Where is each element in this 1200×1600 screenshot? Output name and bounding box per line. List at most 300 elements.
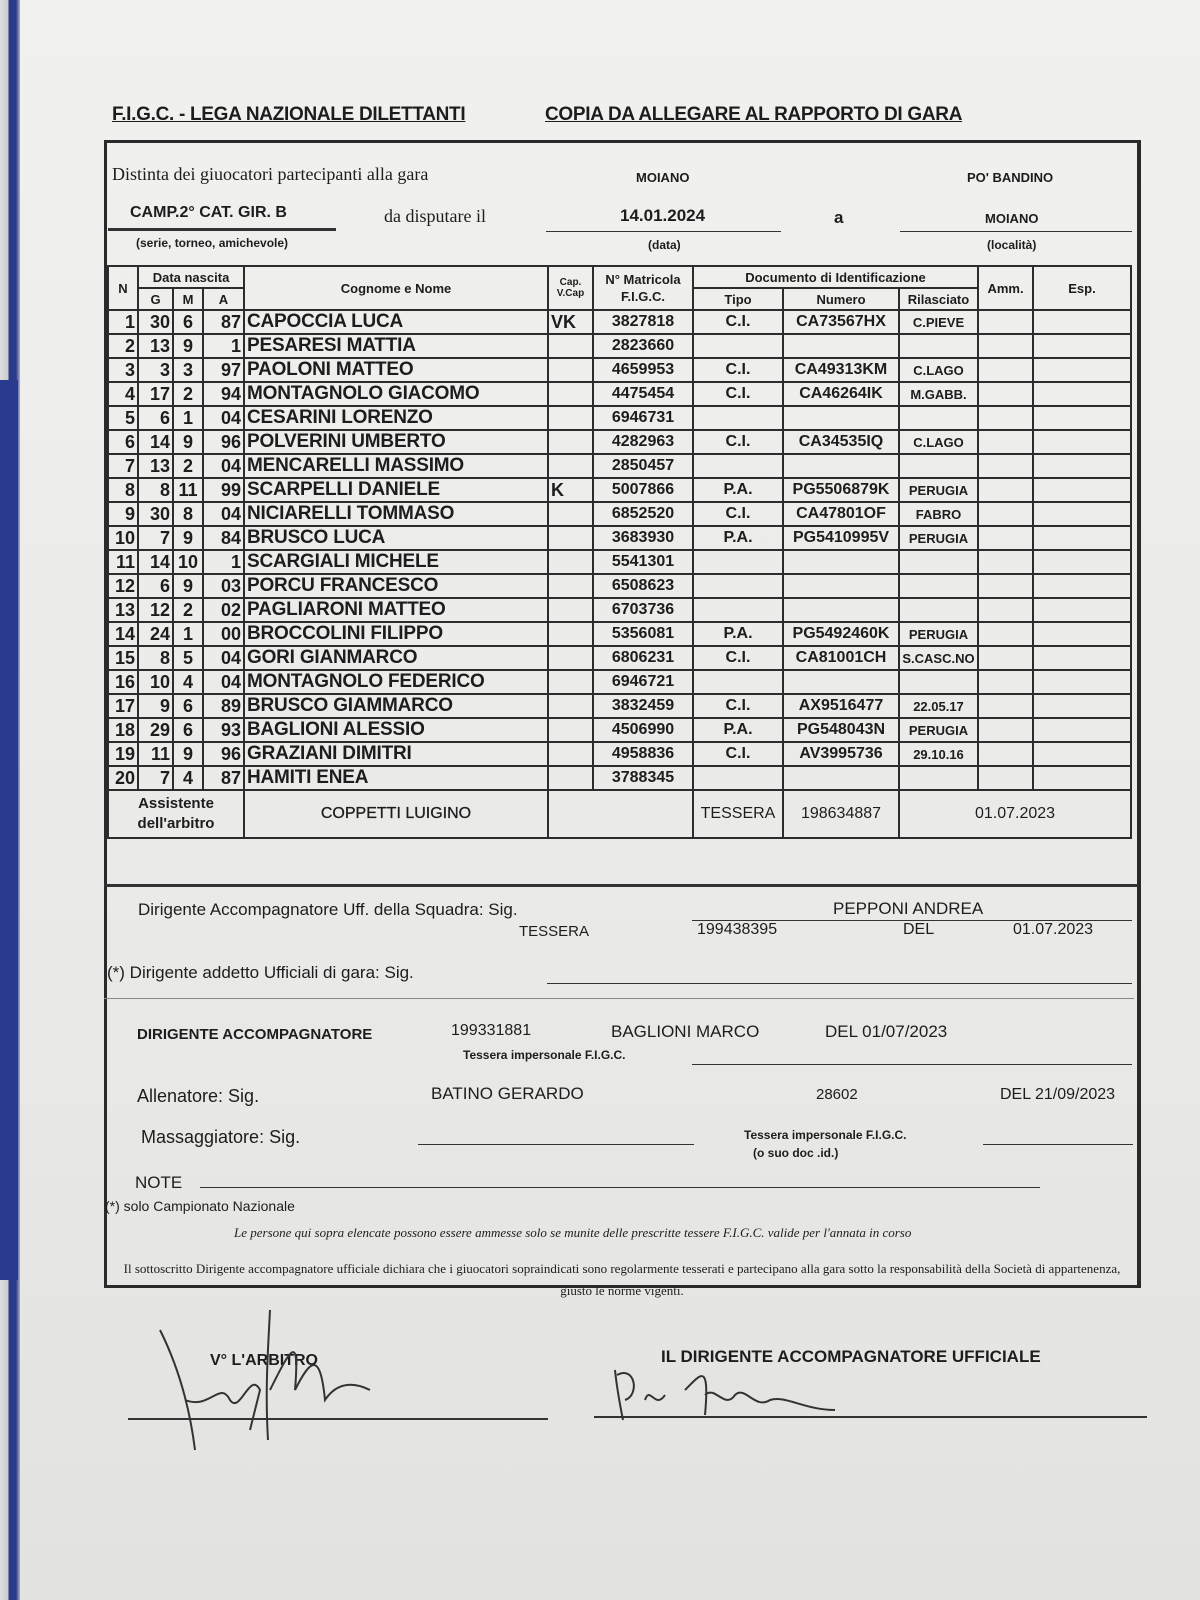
esp-cell [1033, 430, 1131, 454]
doc-type-cell: C.I. [693, 382, 783, 406]
birth-month-cell: 9 [173, 334, 203, 358]
da-disputare-label: da disputare il [384, 206, 486, 226]
player-name-cell: BRUSCO GIAMMARCO [244, 694, 548, 718]
col-a: A [203, 288, 244, 310]
table-row [108, 766, 1131, 790]
doc-issued-cell [899, 766, 978, 790]
col-rilasciato: Rilasciato [899, 288, 978, 310]
matricola-cell: 5356081 [593, 622, 693, 646]
player-name-cell: MENCARELLI MASSIMO [244, 454, 548, 478]
doc-issued-cell: PERUGIA [899, 478, 978, 502]
table-row [108, 310, 1131, 334]
matricola-cell: 3832459 [593, 694, 693, 718]
doc-type-cell: P.A. [693, 526, 783, 550]
doc-number-cell: CA49313KM [783, 358, 899, 382]
doc-number-cell [783, 550, 899, 574]
a-label: a [834, 208, 844, 227]
matricola-cell: 6508623 [593, 574, 693, 598]
dirigente-uff-name: PEPPONI ANDREA [833, 899, 984, 918]
birth-year-cell: 84 [203, 526, 244, 550]
doc-number-cell [783, 766, 899, 790]
row-number-cell: 12 [108, 574, 138, 598]
birth-day-cell: 10 [138, 670, 173, 694]
birth-month-cell: 5 [173, 646, 203, 670]
amm-cell [978, 622, 1033, 646]
birth-day-cell: 13 [138, 334, 173, 358]
birth-day-cell: 7 [138, 526, 173, 550]
birth-month-cell: 11 [173, 478, 203, 502]
doc-type-cell [693, 334, 783, 358]
birth-year-cell: 99 [203, 478, 244, 502]
notice: Le persone qui sopra elencate possono essere ammesse solo se munite delle prescritte tessere F.I.G.C. valide per l'annata in corso [234, 1225, 912, 1240]
table-row [108, 334, 1131, 358]
amm-cell [978, 598, 1033, 622]
row-number-cell: 15 [108, 646, 138, 670]
player-name-cell: BROCCOLINI FILIPPO [244, 622, 548, 646]
row-number-cell: 4 [108, 382, 138, 406]
official-signature [605, 1355, 845, 1425]
header-copy-note: COPIA DA ALLEGARE AL RAPPORTO DI GARA [545, 104, 963, 125]
doc-number-cell [783, 406, 899, 430]
accomp-date: DEL 01/07/2023 [825, 1022, 948, 1041]
doc-issued-cell: S.CASC.NO [899, 646, 978, 670]
esp-cell [1033, 694, 1131, 718]
captain-mark-cell [548, 598, 593, 622]
doc-number-cell: PG5410995V [783, 526, 899, 550]
doc-number-cell [783, 670, 899, 694]
amm-cell [978, 646, 1033, 670]
doc-issued-cell [899, 670, 978, 694]
birth-year-cell: 03 [203, 574, 244, 598]
col-matricola: N° Matricola F.I.G.C. [593, 266, 693, 310]
matricola-cell: 4958836 [593, 742, 693, 766]
esp-cell [1033, 502, 1131, 526]
birth-day-cell: 6 [138, 574, 173, 598]
amm-cell [978, 310, 1033, 334]
birth-day-cell: 14 [138, 550, 173, 574]
amm-cell [978, 550, 1033, 574]
doc-issued-cell: 22.05.17 [899, 694, 978, 718]
birth-day-cell: 30 [138, 502, 173, 526]
captain-mark-cell [548, 718, 593, 742]
birth-month-cell: 9 [173, 574, 203, 598]
birth-year-cell: 04 [203, 670, 244, 694]
doc-type-cell [693, 406, 783, 430]
matricola-cell: 6946731 [593, 406, 693, 430]
competition-caption: (serie, torneo, amichevole) [136, 236, 289, 250]
amm-cell [978, 406, 1033, 430]
table-row [108, 718, 1131, 742]
massaggiatore-doc: (o suo doc .id.) [753, 1146, 839, 1160]
row-number-cell: 2 [108, 334, 138, 358]
birth-day-cell: 8 [138, 646, 173, 670]
doc-number-cell: PG5506879K [783, 478, 899, 502]
doc-type-cell [693, 574, 783, 598]
doc-number-cell [783, 334, 899, 358]
birth-month-cell: 1 [173, 622, 203, 646]
doc-issued-cell: 29.10.16 [899, 742, 978, 766]
captain-mark-cell: VK [548, 310, 593, 334]
captain-mark-cell [548, 358, 593, 382]
birth-year-cell: 87 [203, 766, 244, 790]
captain-mark-cell [548, 670, 593, 694]
player-name-cell: PAOLONI MATTEO [244, 358, 548, 382]
row-number-cell: 1 [108, 310, 138, 334]
captain-mark-cell [548, 526, 593, 550]
accomp-label: DIRIGENTE ACCOMPAGNATORE [137, 1026, 373, 1043]
assistant-label: Assistente dell'arbitro [108, 790, 244, 838]
col-n: N [108, 266, 138, 310]
amm-cell [978, 742, 1033, 766]
amm-cell [978, 382, 1033, 406]
captain-mark-cell [548, 766, 593, 790]
section-divider [104, 884, 1138, 887]
player-name-cell: CESARINI LORENZO [244, 406, 548, 430]
esp-cell [1033, 478, 1131, 502]
allenatore-date: DEL 21/09/2023 [1000, 1086, 1116, 1103]
date-caption: (data) [648, 238, 681, 252]
doc-issued-cell: M.GABB. [899, 382, 978, 406]
matricola-cell: 4475454 [593, 382, 693, 406]
doc-type-cell: C.I. [693, 430, 783, 454]
col-numero: Numero [783, 288, 899, 310]
row-number-cell: 7 [108, 454, 138, 478]
birth-day-cell: 3 [138, 358, 173, 382]
table-row [108, 478, 1131, 502]
doc-number-cell [783, 598, 899, 622]
birth-month-cell: 9 [173, 430, 203, 454]
esp-cell [1033, 550, 1131, 574]
matricola-cell: 4659953 [593, 358, 693, 382]
birth-year-cell: 04 [203, 454, 244, 478]
dirigente-uff-date: 01.07.2023 [1013, 921, 1094, 938]
birth-day-cell: 8 [138, 478, 173, 502]
doc-type-cell [693, 766, 783, 790]
captain-mark-cell [548, 694, 593, 718]
match-intro: Distinta dei giuocatori partecipanti alla gara [112, 164, 429, 184]
amm-cell [978, 430, 1033, 454]
birth-year-cell: 96 [203, 742, 244, 766]
player-name-cell: PESARESI MATTIA [244, 334, 548, 358]
doc-number-cell: PG548043N [783, 718, 899, 742]
player-name-cell: BAGLIONI ALESSIO [244, 718, 548, 742]
esp-cell [1033, 382, 1131, 406]
amm-cell [978, 526, 1033, 550]
birth-year-cell: 1 [203, 334, 244, 358]
row-number-cell: 6 [108, 430, 138, 454]
birth-day-cell: 30 [138, 310, 173, 334]
matricola-cell: 4506990 [593, 718, 693, 742]
dirigente-uff-label: Dirigente Accompagnatore Uff. della Squadra: Sig. [138, 900, 518, 919]
table-row [108, 574, 1131, 598]
amm-cell [978, 334, 1033, 358]
assistant-tessera-label: TESSERA [693, 790, 783, 838]
assistant-name: COPPETTI LUIGINO [244, 790, 548, 838]
row-number-cell: 9 [108, 502, 138, 526]
accomp-name: BAGLIONI MARCO [611, 1022, 760, 1041]
captain-mark-cell [548, 334, 593, 358]
row-number-cell: 3 [108, 358, 138, 382]
matricola-cell: 6852520 [593, 502, 693, 526]
birth-month-cell: 2 [173, 598, 203, 622]
birth-month-cell: 9 [173, 526, 203, 550]
doc-number-cell: CA81001CH [783, 646, 899, 670]
birth-year-cell: 1 [203, 550, 244, 574]
player-name-cell: PORCU FRANCESCO [244, 574, 548, 598]
row-number-cell: 18 [108, 718, 138, 742]
captain-mark-cell [548, 430, 593, 454]
note-line [200, 1187, 1040, 1188]
captain-mark-cell: K [548, 478, 593, 502]
official-signature-label: IL DIRIGENTE ACCOMPAGNATORE UFFICIALE [661, 1347, 1041, 1366]
matricola-cell: 4282963 [593, 430, 693, 454]
table-row [108, 742, 1131, 766]
amm-cell [978, 694, 1033, 718]
col-m: M [173, 288, 203, 310]
row-number-cell: 10 [108, 526, 138, 550]
amm-cell [978, 358, 1033, 382]
captain-mark-cell [548, 382, 593, 406]
captain-mark-cell [548, 574, 593, 598]
birth-day-cell: 11 [138, 742, 173, 766]
location-caption: (località) [987, 238, 1037, 252]
assistant-tessera: 198634887 [783, 790, 899, 838]
away-team: PO' BANDINO [967, 170, 1054, 185]
birth-year-cell: 87 [203, 310, 244, 334]
birth-month-cell: 3 [173, 358, 203, 382]
esp-cell [1033, 646, 1131, 670]
birth-month-cell: 1 [173, 406, 203, 430]
esp-cell [1033, 622, 1131, 646]
birth-year-cell: 04 [203, 406, 244, 430]
esp-cell [1033, 334, 1131, 358]
declaration: Il sottoscritto Dirigente accompagnatore ufficiale dichiara che i giuocatori sopraindicati sono regolarmente tesserati e partecipano alla gara sotto la responsabilità della Società di appartenenza, giusto le norme vigenti. [123, 1261, 1121, 1298]
addetto-label: (*) Dirigente addetto Ufficiali di gara: Sig. [107, 963, 414, 982]
esp-cell [1033, 574, 1131, 598]
tessera-label: TESSERA [519, 923, 590, 940]
doc-issued-cell [899, 574, 978, 598]
birth-month-cell: 8 [173, 502, 203, 526]
table-row [108, 430, 1131, 454]
doc-issued-cell [899, 454, 978, 478]
doc-number-cell: CA46264IK [783, 382, 899, 406]
doc-type-cell: P.A. [693, 718, 783, 742]
doc-issued-cell [899, 598, 978, 622]
row-number-cell: 20 [108, 766, 138, 790]
esp-cell [1033, 358, 1131, 382]
doc-type-cell: C.I. [693, 646, 783, 670]
allenatore-tessera: 28602 [816, 1086, 858, 1103]
birth-month-cell: 4 [173, 670, 203, 694]
amm-cell [978, 502, 1033, 526]
doc-type-cell [693, 670, 783, 694]
birth-month-cell: 4 [173, 766, 203, 790]
doc-number-cell: AV3995736 [783, 742, 899, 766]
birth-day-cell: 24 [138, 622, 173, 646]
player-name-cell: MONTAGNOLO FEDERICO [244, 670, 548, 694]
birth-day-cell: 6 [138, 406, 173, 430]
birth-day-cell: 7 [138, 766, 173, 790]
matricola-cell: 3827818 [593, 310, 693, 334]
captain-mark-cell [548, 646, 593, 670]
massaggiatore-line [418, 1144, 694, 1145]
doc-type-cell: P.A. [693, 478, 783, 502]
massaggiatore-tessera-label: Tessera impersonale F.I.G.C. [744, 1128, 907, 1142]
birth-day-cell: 14 [138, 430, 173, 454]
birth-day-cell: 13 [138, 454, 173, 478]
doc-type-cell [693, 550, 783, 574]
competition: CAMP.2° CAT. GIR. B [130, 204, 287, 221]
massaggiatore-label: Massaggiatore: Sig. [141, 1127, 301, 1147]
col-tipo: Tipo [693, 288, 783, 310]
captain-mark-cell [548, 742, 593, 766]
birth-year-cell: 04 [203, 646, 244, 670]
birth-day-cell: 29 [138, 718, 173, 742]
doc-number-cell: CA73567HX [783, 310, 899, 334]
player-name-cell: SCARPELLI DANIELE [244, 478, 548, 502]
doc-number-cell [783, 454, 899, 478]
table-row [108, 382, 1131, 406]
referee-signature-label: V° L'ARBITRO [210, 1352, 318, 1369]
doc-number-cell: PG5492460K [783, 622, 899, 646]
matricola-cell: 3683930 [593, 526, 693, 550]
captain-mark-cell [548, 454, 593, 478]
amm-cell [978, 478, 1033, 502]
table-row [108, 454, 1131, 478]
row-number-cell: 5 [108, 406, 138, 430]
assistant-empty [548, 790, 693, 838]
birth-year-cell: 97 [203, 358, 244, 382]
col-documento: Documento di Identificazione [693, 266, 978, 288]
birth-year-cell: 94 [203, 382, 244, 406]
captain-mark-cell [548, 550, 593, 574]
allenatore-label: Allenatore: Sig. [137, 1086, 260, 1106]
esp-cell [1033, 718, 1131, 742]
table-row [108, 502, 1131, 526]
home-team: MOIANO [636, 170, 690, 185]
birth-year-cell: 96 [203, 430, 244, 454]
matricola-cell: 6946721 [593, 670, 693, 694]
captain-mark-cell [548, 406, 593, 430]
doc-issued-cell: PERUGIA [899, 526, 978, 550]
table-row [108, 646, 1131, 670]
birth-year-cell: 02 [203, 598, 244, 622]
doc-issued-cell: PERUGIA [899, 718, 978, 742]
player-name-cell: CAPOCCIA LUCA [244, 310, 548, 334]
table-row [108, 694, 1131, 718]
row-number-cell: 17 [108, 694, 138, 718]
player-name-cell: PAGLIARONI MATTEO [244, 598, 548, 622]
matricola-cell: 5541301 [593, 550, 693, 574]
player-name-cell: POLVERINI UMBERTO [244, 430, 548, 454]
doc-type-cell [693, 454, 783, 478]
table-row [108, 406, 1131, 430]
col-amm: Amm. [978, 266, 1033, 310]
addetto-line [547, 983, 1132, 984]
amm-cell [978, 718, 1033, 742]
doc-issued-cell: C.LAGO [899, 358, 978, 382]
player-name-cell: HAMITI ENEA [244, 766, 548, 790]
col-g: G [138, 288, 173, 310]
row-number-cell: 8 [108, 478, 138, 502]
background-blue-object [0, 380, 18, 1280]
table-row [108, 598, 1131, 622]
referee-signature [150, 1290, 390, 1460]
captain-mark-cell [548, 502, 593, 526]
doc-issued-cell: C.LAGO [899, 430, 978, 454]
captain-mark-cell [548, 622, 593, 646]
table-row [108, 670, 1131, 694]
match-date: 14.01.2024 [620, 206, 706, 225]
assistant-row [108, 790, 1131, 838]
matricola-cell: 2850457 [593, 454, 693, 478]
matricola-cell: 2823660 [593, 334, 693, 358]
amm-cell [978, 766, 1033, 790]
massaggiatore-tessera-line [983, 1144, 1133, 1145]
doc-type-cell: C.I. [693, 742, 783, 766]
row-number-cell: 19 [108, 742, 138, 766]
birth-year-cell: 04 [203, 502, 244, 526]
player-name-cell: GORI GIANMARCO [244, 646, 548, 670]
header-federation: F.I.G.C. - LEGA NAZIONALE DILETTANTI [112, 104, 466, 125]
location-line [900, 231, 1132, 232]
amm-cell [978, 454, 1033, 478]
assistant-date: 01.07.2023 [899, 790, 1131, 838]
col-esp: Esp. [1033, 266, 1131, 310]
location: MOIANO [985, 211, 1039, 226]
esp-cell [1033, 670, 1131, 694]
table-row [108, 526, 1131, 550]
esp-cell [1033, 766, 1131, 790]
amm-cell [978, 670, 1033, 694]
doc-issued-cell [899, 550, 978, 574]
player-name-cell: SCARGIALI MICHELE [244, 550, 548, 574]
table-header-row-1 [108, 266, 1131, 288]
birth-year-cell: 00 [203, 622, 244, 646]
doc-type-cell: C.I. [693, 502, 783, 526]
allenatore-name: BATINO GERARDO [431, 1084, 584, 1103]
doc-number-cell: CA34535IQ [783, 430, 899, 454]
birth-year-cell: 93 [203, 718, 244, 742]
accomp-tessera: 199331881 [451, 1022, 532, 1039]
doc-issued-cell: C.PIEVE [899, 310, 978, 334]
birth-year-cell: 89 [203, 694, 244, 718]
birth-month-cell: 9 [173, 742, 203, 766]
birth-month-cell: 6 [173, 310, 203, 334]
footnote: (*) solo Campionato Nazionale [105, 1198, 295, 1214]
matricola-cell: 5007866 [593, 478, 693, 502]
addetto-divider [104, 998, 1134, 999]
matricola-cell: 6806231 [593, 646, 693, 670]
doc-number-cell: CA47801OF [783, 502, 899, 526]
birth-month-cell: 6 [173, 718, 203, 742]
doc-type-cell: P.A. [693, 622, 783, 646]
competition-line [108, 228, 336, 231]
table-row [108, 358, 1131, 382]
row-number-cell: 14 [108, 622, 138, 646]
table-row [108, 550, 1131, 574]
col-name: Cognome e Nome [244, 266, 548, 310]
doc-issued-cell: PERUGIA [899, 622, 978, 646]
doc-type-cell: C.I. [693, 694, 783, 718]
esp-cell [1033, 310, 1131, 334]
esp-cell [1033, 406, 1131, 430]
player-name-cell: MONTAGNOLO GIACOMO [244, 382, 548, 406]
note-label: NOTE [135, 1173, 183, 1192]
dirigente-uff-tessera: 199438395 [697, 921, 778, 938]
doc-number-cell: AX9516477 [783, 694, 899, 718]
doc-issued-cell: FABRO [899, 502, 978, 526]
